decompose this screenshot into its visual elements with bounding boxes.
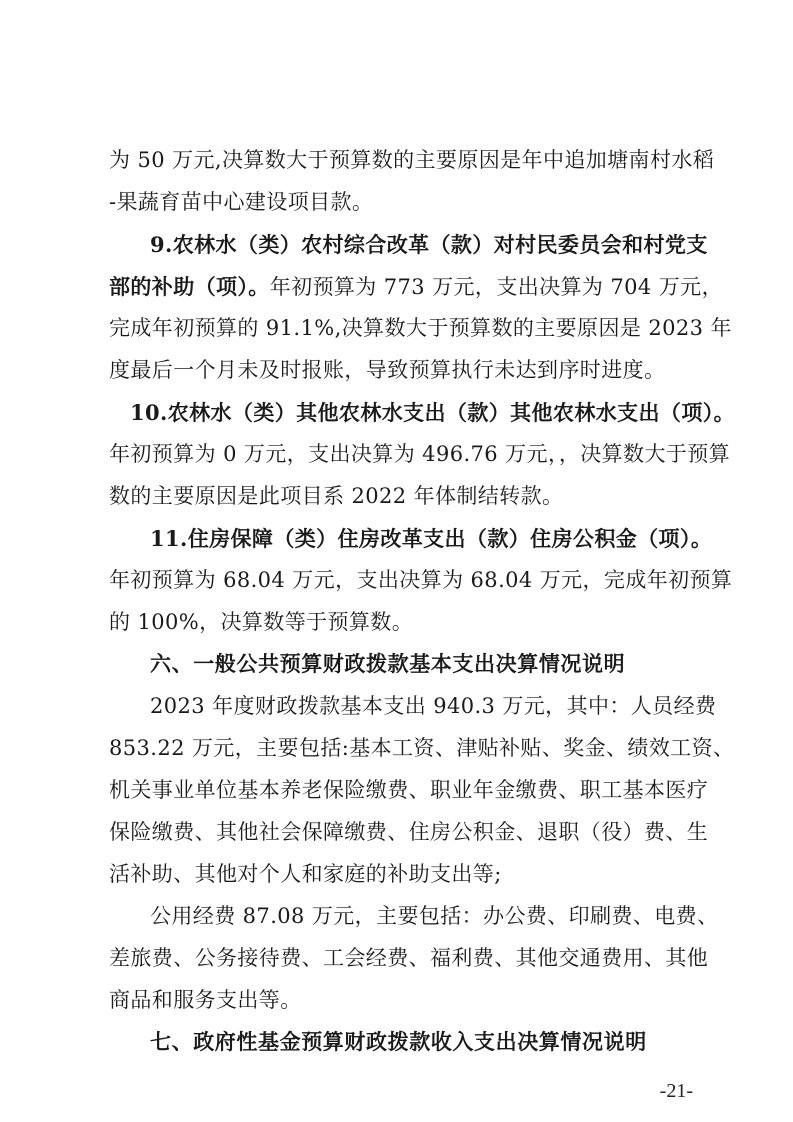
text-line: 完成年初预算的 91.1%,决算数大于预算数的主要原因是 2023 年	[109, 316, 732, 340]
text-line: -果蔬育苗中心建设项目款。	[109, 190, 374, 214]
text-line: 差旅费、公务接待费、工会经费、福利费、其他交通费用、其他	[109, 946, 709, 970]
text-line: 数的主要原因是此项目系 2022 年体制结转款。	[109, 484, 564, 508]
text-line: 年初预算为 0 万元，支出决算为 496.76 万元，，决算数大于预算	[109, 442, 731, 466]
page-number: -21-	[659, 1080, 693, 1102]
item-9-text: 年初预算为 773 万元，支出决算为 704 万元，	[269, 275, 723, 299]
item-9-title: 9.农林水（类）农村综合改革（款）对村民委员会和村党支	[150, 232, 708, 257]
text-line: 保险缴费、其他社会保障缴费、住房公积金、退职（役）费、生	[109, 820, 709, 844]
text-line: 为 50 万元,决算数大于预算数的主要原因是年中追加塘南村水稻	[109, 148, 715, 172]
item-10-title: 10.农林水（类）其他农林水支出（款）其他农林水支出（项）。	[130, 400, 736, 425]
text-line: 2023 年度财政拨款基本支出 940.3 万元，其中：人员经费	[150, 694, 717, 718]
text-line: 853.22 万元，主要包括:基本工资、津贴补贴、奖金、绩效工资、	[109, 736, 735, 760]
text-line: 年初预算为 68.04 万元，支出决算为 68.04 万元，完成年初预算	[109, 568, 733, 592]
section-6-heading: 六、一般公共预算财政拨款基本支出决算情况说明	[150, 652, 626, 676]
text-line: 度最后一个月未及时报账，导致预算执行未达到序时进度。	[109, 358, 666, 382]
text-line: 公用经费 87.08 万元，主要包括：办公费、印刷费、电费、	[150, 904, 719, 928]
section-7-heading: 七、政府性基金预算财政拨款收入支出决算情况说明	[150, 1030, 647, 1054]
text-line: 的 100%，决算数等于预算数。	[109, 610, 414, 634]
text-line: 活补助、其他对个人和家庭的补助支出等;	[109, 862, 502, 886]
item-9-title-end: 部的补助（项）。	[109, 274, 270, 299]
item-9-line	[109, 276, 723, 298]
text-line: 商品和服务支出等。	[109, 988, 302, 1012]
item-11-title: 11.住房保障（类）住房改革支出（款）住房公积金（项）。	[150, 526, 713, 551]
text-line: 机关事业单位基本养老保险缴费、职业年金缴费、职工基本医疗	[109, 778, 709, 802]
